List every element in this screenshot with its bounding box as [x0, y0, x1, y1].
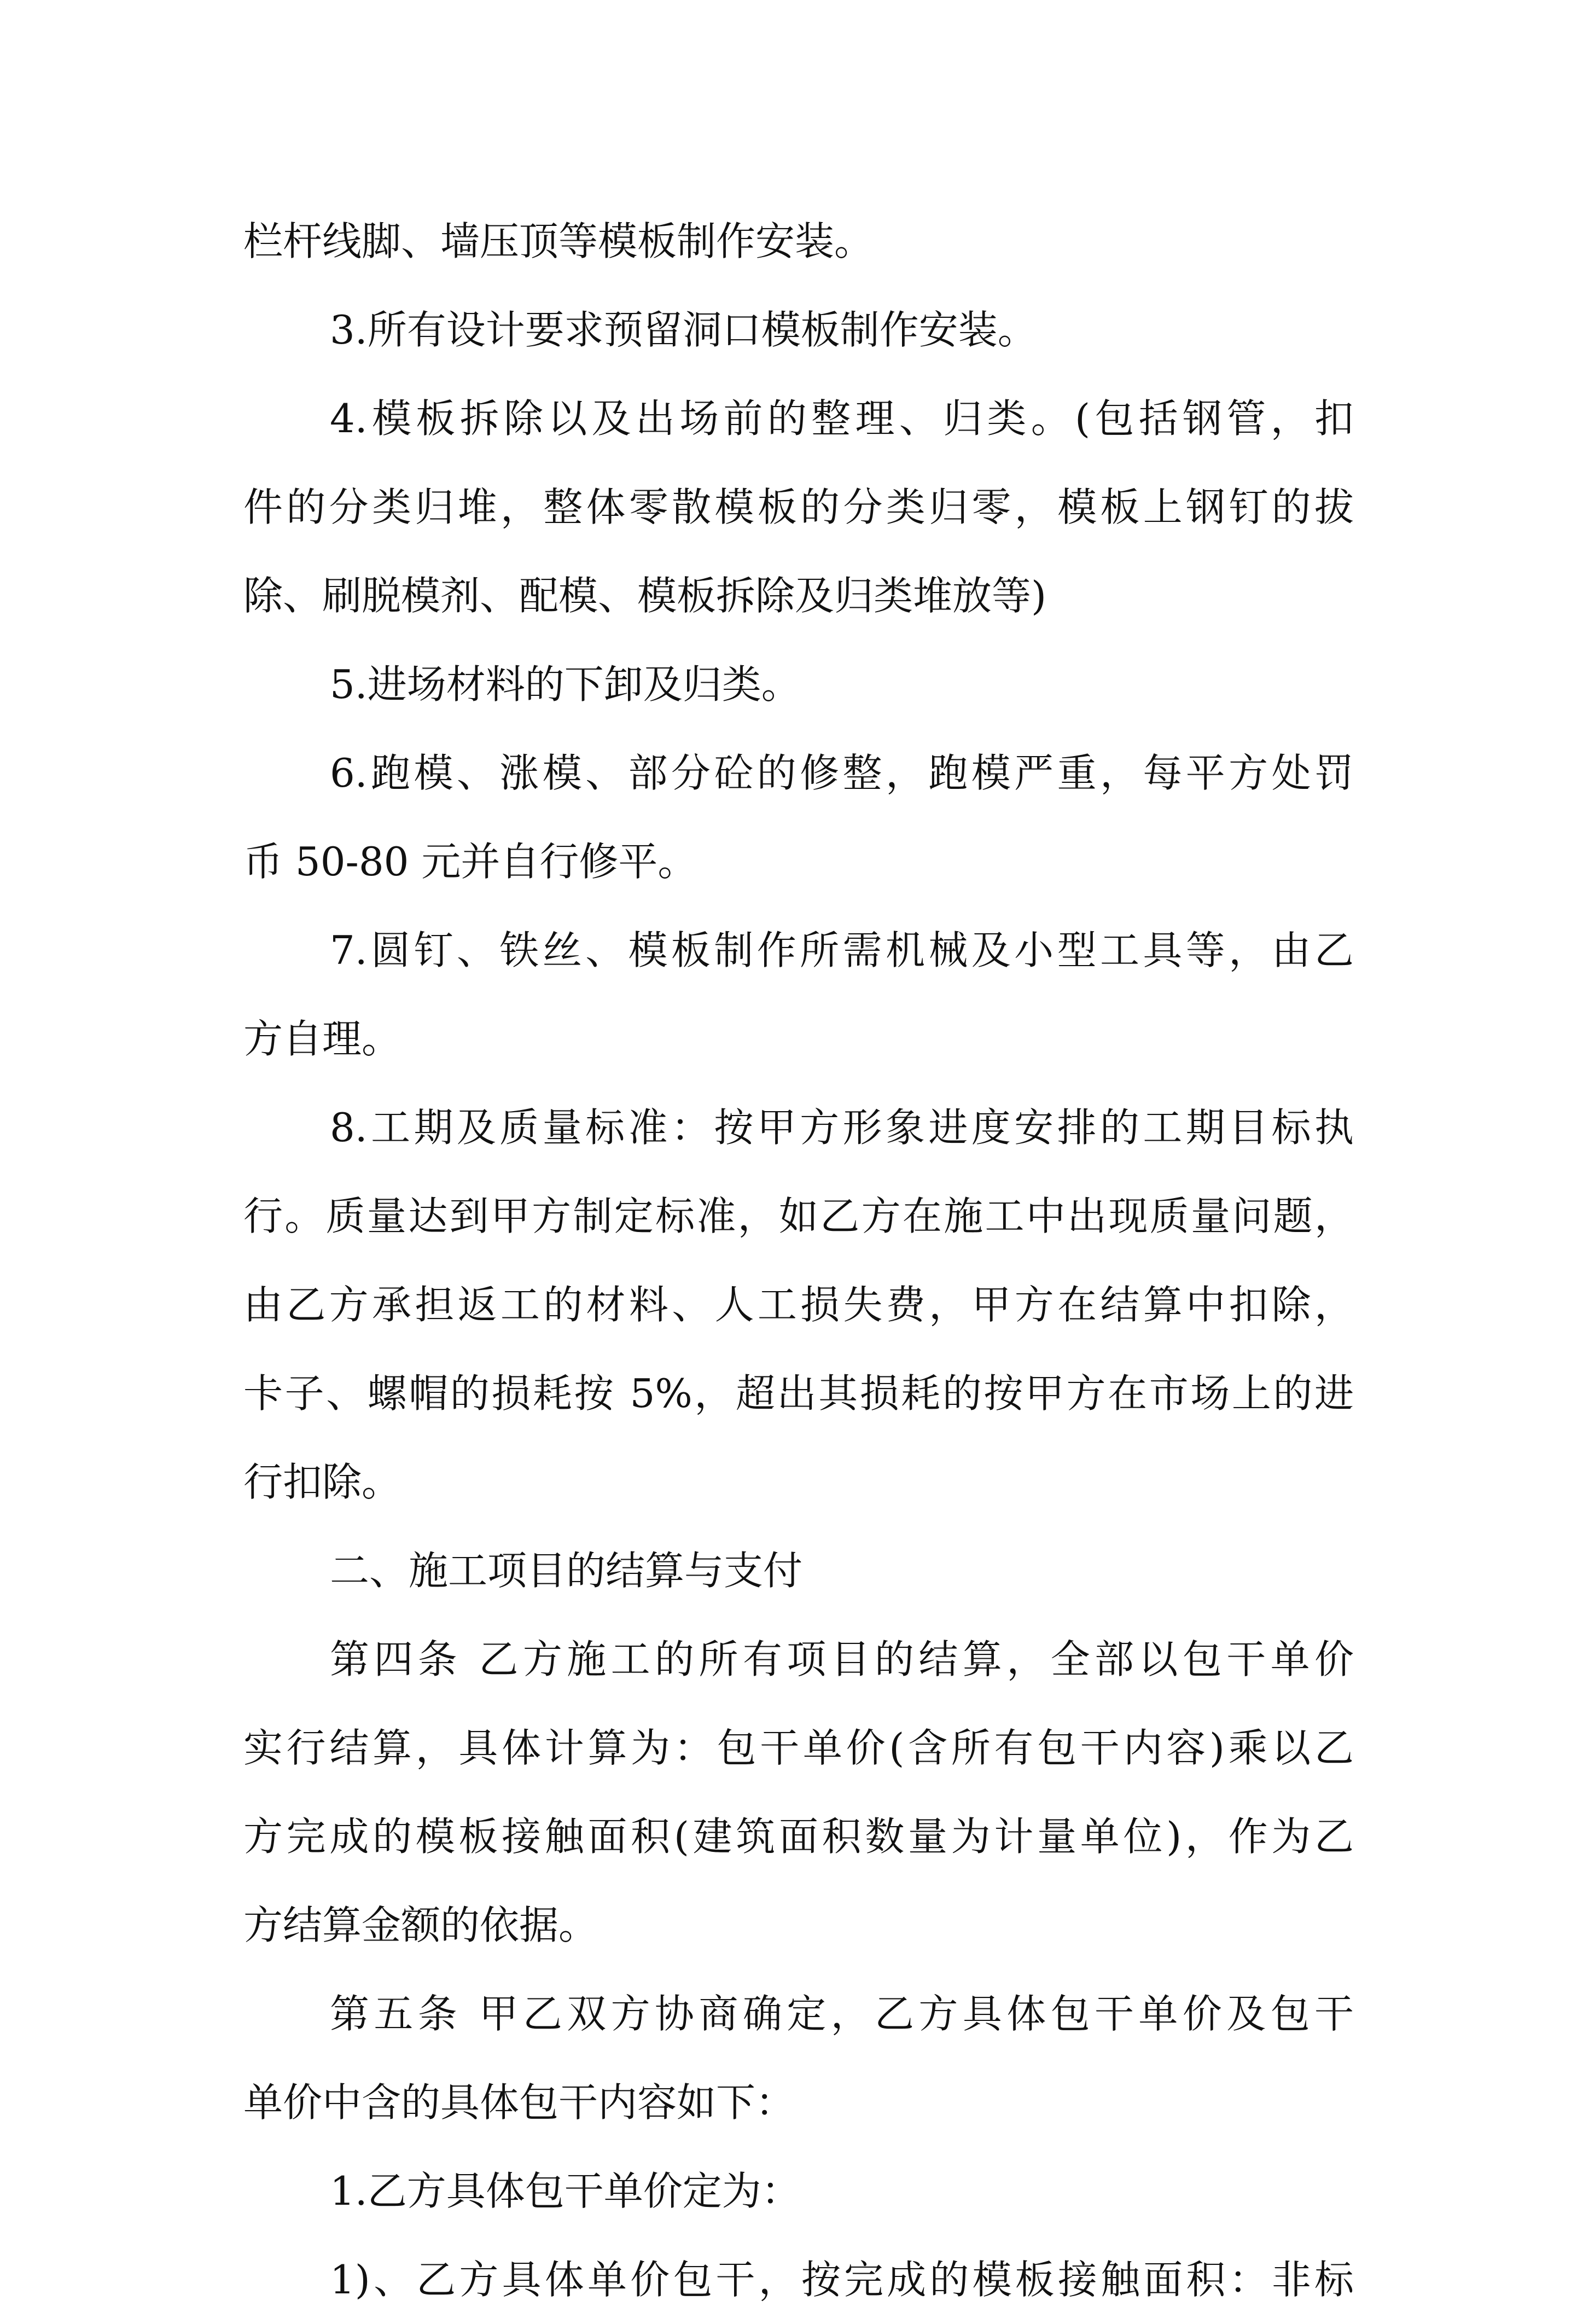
- text-line: 8.工期及质量标准：按甲方形象进度安排的工期目标执: [330, 1105, 1354, 1151]
- text-line: 实行结算，具体计算为：包干单价(含所有包干内容)乘以乙: [243, 1725, 1354, 1771]
- text-line: 由乙方承担返工的材料、人工损失费，甲方在结算中扣除，: [243, 1282, 1354, 1328]
- text-line: 7.圆钉、铁丝、模板制作所需机械及小型工具等，由乙: [330, 927, 1354, 973]
- text-line: 方自理。: [243, 1016, 401, 1062]
- text-line: 第四条 乙方施工的所有项目的结算，全部以包干单价: [330, 1636, 1354, 1682]
- text-line: 除、刷脱模剂、配模、模板拆除及归类堆放等): [243, 573, 1047, 619]
- document-body: [243, 197, 1354, 2324]
- text-line: 1.乙方具体包干单价定为：: [330, 2168, 801, 2214]
- text-line: 栏杆线脚、墙压顶等模板制作安装。: [243, 218, 874, 264]
- text-line: 单价中含的具体包干内容如下：: [243, 2079, 795, 2125]
- section-heading: 二、施工项目的结算与支付: [330, 1548, 803, 1594]
- text-line: 1)、乙方具体单价包干，按完成的模板接触面积：非标: [330, 2257, 1354, 2303]
- text-line: 方结算金额的依据。: [243, 1902, 598, 1948]
- text-line: 币 50-80 元并自行修平。: [243, 839, 697, 885]
- text-line: 5.进场材料的下卸及归类。: [330, 661, 801, 707]
- text-line: 卡子、螺帽的损耗按 5%，超出其损耗的按甲方在市场上的进: [243, 1370, 1354, 1416]
- text-line: 方完成的模板接触面积(建筑面积数量为计量单位)，作为乙: [243, 1814, 1354, 1860]
- text-line: 行。质量达到甲方制定标准，如乙方在施工中出现质量问题，: [243, 1193, 1354, 1239]
- text-line: 6.跑模、涨模、部分砼的修整，跑模严重，每平方处罚: [330, 750, 1354, 796]
- text-line: 行扣除。: [243, 1459, 401, 1505]
- text-line: 4.模板拆除以及出场前的整理、归类。(包括钢管，扣: [330, 396, 1354, 441]
- text-line: 第五条 甲乙双方协商确定，乙方具体包干单价及包干: [330, 1991, 1354, 2037]
- text-line: 件的分类归堆，整体零散模板的分类归零，模板上钢钉的拔: [243, 484, 1354, 530]
- text-line: 3.所有设计要求预留洞口模板制作安装。: [330, 307, 1037, 353]
